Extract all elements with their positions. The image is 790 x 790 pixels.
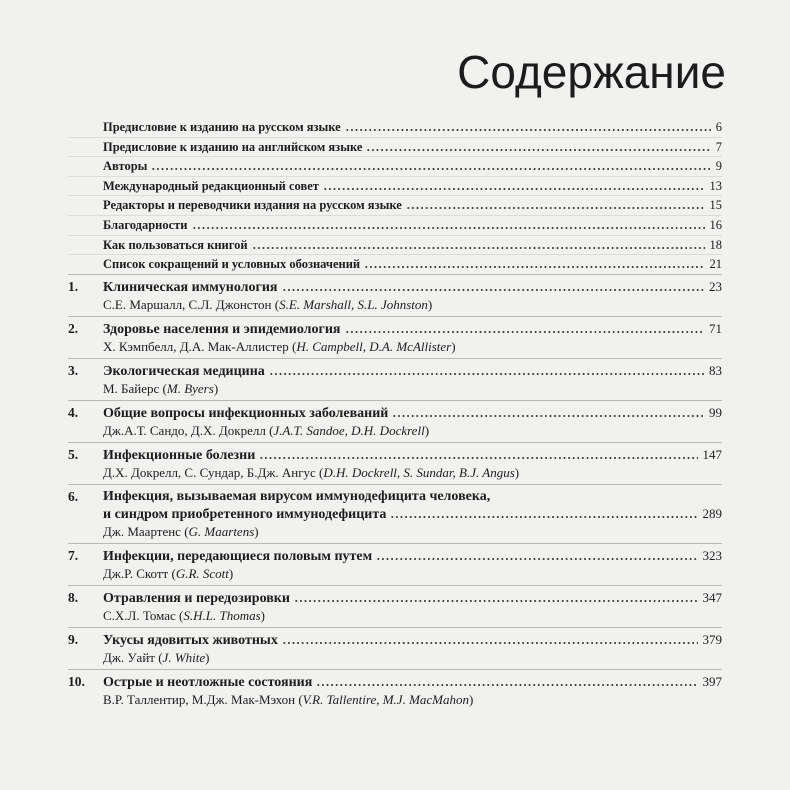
chapter-number: 8. <box>68 589 79 605</box>
entry-title: Как пользоваться книгой <box>103 237 248 252</box>
entry-title: Редакторы и переводчики издания на русском языке <box>103 198 402 213</box>
chapter-title-line <box>103 673 722 691</box>
dot-leader <box>294 600 698 602</box>
dot-leader <box>390 516 697 518</box>
chapter-title: Экологическая медицина <box>103 363 265 379</box>
chapter-title-line <box>103 505 722 523</box>
page-number: 99 <box>709 404 722 420</box>
chapter-title: Инфекционные болезни <box>103 447 256 463</box>
chapter-body <box>103 488 722 540</box>
dot-leader <box>269 373 704 375</box>
front-matter-entry <box>68 236 722 256</box>
chapter-title-line <box>103 631 722 649</box>
authors-closing: ) <box>205 649 210 665</box>
authors-latin: S.H.L. Thomas <box>183 607 261 623</box>
chapter-body <box>103 404 722 439</box>
chapter-authors <box>103 649 722 666</box>
page-number: 18 <box>709 237 722 252</box>
chapter-number: 6. <box>68 488 79 504</box>
chapter-title-line <box>103 547 722 565</box>
entry-title: Международный редакционный совет <box>103 178 319 193</box>
dot-leader <box>392 415 704 417</box>
authors-closing: ) <box>514 464 520 480</box>
dot-leader <box>364 266 704 268</box>
page-number: 147 <box>702 446 722 462</box>
authors-closing: ) <box>213 380 219 396</box>
dot-leader <box>323 188 705 190</box>
chapter-authors <box>103 380 722 397</box>
entry-title: Список сокращений и условных обозначений <box>103 257 361 272</box>
chapter-authors <box>103 338 722 355</box>
authors-latin: G.R. Scott <box>175 565 229 581</box>
chapter-body <box>103 278 722 313</box>
authors-latin: M. Byers <box>166 380 214 396</box>
authors-closing: ) <box>228 565 234 581</box>
chapter-authors <box>103 296 722 313</box>
chapter-title: Инфекции, передающиеся половым путем <box>103 548 373 564</box>
chapter-number: 4. <box>68 404 79 420</box>
authors-closing: ) <box>451 338 456 354</box>
page-number: 23 <box>709 278 722 294</box>
dot-leader <box>151 168 710 170</box>
authors-russian: С.Х.Л. Томас ( <box>103 607 184 623</box>
chapter-entry <box>68 317 722 359</box>
chapter-body <box>103 631 722 666</box>
dot-leader <box>406 207 705 209</box>
front-matter-entry <box>68 177 722 197</box>
dot-leader <box>259 457 697 459</box>
chapter-number: 10. <box>68 673 85 689</box>
chapter-title-line <box>103 320 722 338</box>
front-matter-entry <box>68 118 722 138</box>
chapter-authors <box>103 422 722 439</box>
chapter-title: Укусы ядовитых животных <box>103 632 278 648</box>
authors-russian: В.Р. Таллентир, М.Дж. Мак-Мэхон ( <box>103 691 303 707</box>
authors-latin: J.A.T. Sandoe, D.H. Dockrell <box>273 422 425 438</box>
entry-title: Предисловие к изданию на русском языке <box>103 120 341 134</box>
entry-title: Авторы <box>103 159 148 174</box>
authors-closing: ) <box>424 422 430 438</box>
page-number: 9 <box>715 159 722 174</box>
authors-russian: Дж. Уайт ( <box>103 649 163 665</box>
chapter-authors <box>103 464 722 481</box>
chapter-title-line <box>103 589 722 607</box>
chapter-title-line <box>103 278 722 296</box>
chapter-body <box>103 320 722 355</box>
front-matter-list <box>68 118 722 275</box>
authors-russian: Дж.Р. Скотт ( <box>103 565 176 581</box>
authors-latin: J. White <box>162 649 206 665</box>
dot-leader <box>366 149 710 151</box>
page-number: 16 <box>709 217 722 232</box>
chapter-list <box>68 275 722 711</box>
authors-latin: S.E. Marshall, S.L. Johnston <box>279 296 428 312</box>
chapter-number: 9. <box>68 631 79 647</box>
page-number: 15 <box>709 198 722 213</box>
chapter-number: 7. <box>68 547 79 563</box>
page-number: 71 <box>709 320 722 336</box>
chapter-entry <box>68 401 722 443</box>
chapter-title: Отравления и передозировки <box>103 590 290 606</box>
chapter-authors <box>103 607 722 624</box>
chapter-body <box>103 547 722 582</box>
chapter-number: 5. <box>68 446 79 462</box>
chapter-body <box>103 589 722 624</box>
page-title: Содержание <box>457 46 726 98</box>
chapter-entry <box>68 586 722 628</box>
authors-closing: ) <box>427 296 433 312</box>
authors-latin: G. Maartens <box>188 523 255 539</box>
front-matter-entry <box>68 255 722 275</box>
entry-title: Предисловие к изданию на английском языке <box>103 139 363 154</box>
chapter-title: Клиническая иммунология <box>103 279 278 295</box>
entry-title: Благодарности <box>103 217 188 232</box>
authors-russian: М. Байерс ( <box>103 380 167 396</box>
dot-leader <box>345 129 711 131</box>
chapter-title: Инфекция, вызываемая вирусом иммунодефицита человека, <box>103 488 491 504</box>
page-number: 13 <box>709 178 722 193</box>
authors-russian: С.Е. Маршалл, С.Л. Джонстон ( <box>103 296 280 312</box>
authors-latin: D.H. Dockrell, S. Sundar, B.J. Angus <box>323 464 515 480</box>
page-number: 323 <box>702 547 722 563</box>
chapter-entry <box>68 670 722 711</box>
page-number: 7 <box>715 139 722 154</box>
chapter-entry <box>68 485 722 544</box>
dot-leader <box>376 558 697 560</box>
page-number: 83 <box>709 362 722 378</box>
chapter-title-line <box>103 446 722 464</box>
authors-latin: H. Campbell, D.A. McAllister <box>296 338 452 354</box>
chapter-entry <box>68 544 722 586</box>
chapter-authors <box>103 691 722 708</box>
authors-russian: Дж. Маартенс ( <box>103 523 189 539</box>
chapter-title: Общие вопросы инфекционных заболеваний <box>103 405 389 421</box>
dot-leader <box>345 331 705 333</box>
front-matter-entry <box>68 216 722 236</box>
dot-leader <box>316 684 697 686</box>
chapter-authors <box>103 565 722 582</box>
authors-russian: Х. Кэмпбелл, Д.А. Мак-Аллистер ( <box>103 338 297 354</box>
chapter-body <box>103 673 722 708</box>
authors-closing: ) <box>469 691 474 707</box>
dot-leader <box>252 247 705 249</box>
chapter-number: 3. <box>68 362 79 378</box>
page-number: 347 <box>702 589 722 605</box>
front-matter-entry <box>68 157 722 177</box>
front-matter-entry <box>68 196 722 216</box>
authors-russian: Дж.А.Т. Сандо, Д.Х. Докрелл ( <box>103 422 274 438</box>
chapter-entry <box>68 359 722 401</box>
authors-closing: ) <box>254 523 259 539</box>
chapter-body <box>103 446 722 481</box>
dot-leader <box>192 227 705 229</box>
dot-leader <box>282 289 704 291</box>
page-number: 289 <box>702 505 722 521</box>
chapter-title: Острые и неотложные состояния <box>103 674 313 690</box>
page-number: 6 <box>715 120 722 134</box>
chapter-number: 2. <box>68 320 79 336</box>
chapter-number: 1. <box>68 278 79 294</box>
chapter-entry <box>68 443 722 485</box>
authors-closing: ) <box>260 607 265 623</box>
authors-latin: V.R. Tallentire, M.J. MacMahon <box>302 691 470 707</box>
authors-russian: Д.Х. Докрелл, С. Сундар, Б.Дж. Ангус ( <box>103 464 324 480</box>
page-number: 379 <box>702 631 722 647</box>
chapter-title: Здоровье населения и эпидемиология <box>103 321 341 337</box>
dot-leader <box>282 642 698 644</box>
chapter-title-line <box>103 362 722 380</box>
page-number: 21 <box>709 257 722 272</box>
page-number: 397 <box>702 673 722 689</box>
front-matter-entry <box>68 138 722 158</box>
chapter-body <box>103 362 722 397</box>
table-of-contents <box>68 118 722 711</box>
chapter-authors <box>103 523 722 540</box>
chapter-title: и синдром приобретенного иммунодефицита <box>103 506 387 522</box>
chapter-title-line <box>103 404 722 422</box>
chapter-entry <box>68 628 722 670</box>
chapter-entry <box>68 275 722 317</box>
chapter-title-line <box>103 488 722 505</box>
